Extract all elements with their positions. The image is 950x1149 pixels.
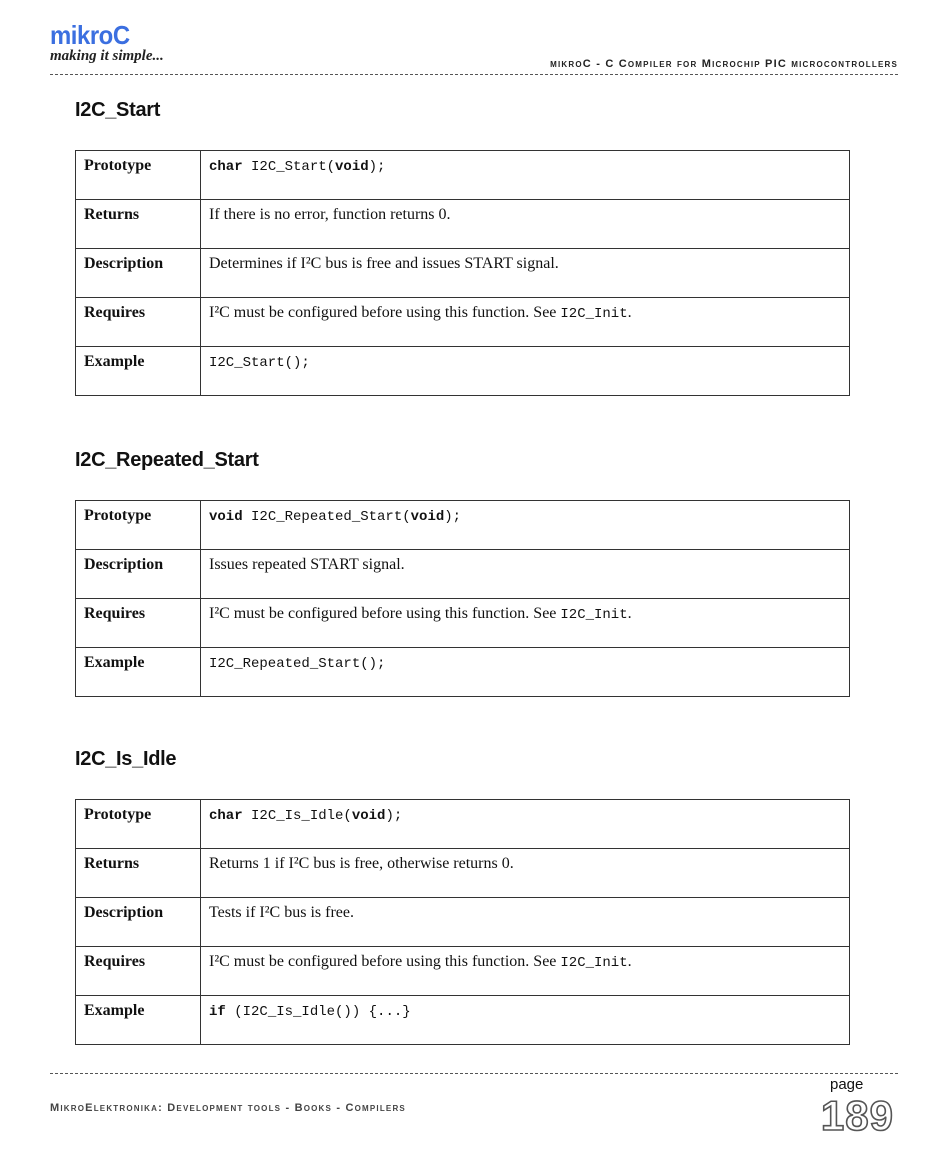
row-label: Requires — [76, 947, 201, 996]
table-row — [76, 996, 850, 1045]
table-row — [76, 599, 850, 648]
page-label: page — [830, 1076, 864, 1093]
row-label: Description — [76, 898, 201, 947]
requires-value: I²C must be configured before using this function. See I2C_Init. — [201, 298, 850, 347]
table-row — [76, 347, 850, 396]
row-label: Example — [76, 648, 201, 697]
page-number: 189 — [820, 1092, 894, 1139]
table-row — [76, 849, 850, 898]
row-label: Requires — [76, 599, 201, 648]
header-title-rest: - C Compiler for Microchip PIC microcontrollers — [591, 58, 898, 70]
description-value: Tests if I²C bus is free. — [201, 898, 850, 947]
header-divider — [50, 74, 898, 75]
header-title — [550, 58, 898, 70]
section-title-i2c-is-idle: I2C_Is_Idle — [75, 748, 177, 770]
row-label: Prototype — [76, 151, 201, 200]
row-label: Description — [76, 550, 201, 599]
footer-text: MikroElektronika: Development tools - Books - Compilers — [50, 1102, 406, 1114]
example-value: if (I2C_Is_Idle()) {...} — [201, 996, 850, 1045]
row-label: Example — [76, 996, 201, 1045]
header-brand: mikroC — [550, 58, 592, 70]
function-reference: I2C_Init — [560, 306, 628, 322]
requires-value: I²C must be configured before using this function. See I2C_Init. — [201, 947, 850, 996]
table-row — [76, 151, 850, 200]
row-label: Returns — [76, 849, 201, 898]
api-table-i2c-start — [75, 150, 850, 396]
row-label: Description — [76, 249, 201, 298]
section-title-i2c-start: I2C_Start — [75, 99, 161, 121]
requires-value: I²C must be configured before using this function. See I2C_Init. — [201, 599, 850, 648]
table-row — [76, 501, 850, 550]
description-value: Issues repeated START signal. — [201, 550, 850, 599]
table-row — [76, 200, 850, 249]
function-reference: I2C_Init — [560, 607, 628, 623]
example-value: I2C_Repeated_Start(); — [201, 648, 850, 697]
prototype-value: char I2C_Is_Idle(void); — [201, 800, 850, 849]
returns-value: Returns 1 if I²C bus is free, otherwise returns 0. — [201, 849, 850, 898]
table-row — [76, 947, 850, 996]
section-title-i2c-repeated-start: I2C_Repeated_Start — [75, 449, 259, 471]
api-table-i2c-repeated-start — [75, 500, 850, 697]
function-reference: I2C_Init — [560, 955, 628, 971]
table-row — [76, 298, 850, 347]
example-value: I2C_Start(); — [201, 347, 850, 396]
prototype-value: void I2C_Repeated_Start(void); — [201, 501, 850, 550]
table-row — [76, 249, 850, 298]
logo — [50, 20, 164, 64]
table-row — [76, 550, 850, 599]
table-row — [76, 648, 850, 697]
row-label: Prototype — [76, 501, 201, 550]
api-table-i2c-is-idle — [75, 799, 850, 1045]
row-label: Prototype — [76, 800, 201, 849]
footer-divider — [50, 1073, 898, 1074]
prototype-value: char I2C_Start(void); — [201, 151, 850, 200]
returns-value: If there is no error, function returns 0. — [201, 200, 850, 249]
row-label: Example — [76, 347, 201, 396]
table-row — [76, 898, 850, 947]
table-row — [76, 800, 850, 849]
logo-tagline: making it simple... — [50, 48, 164, 64]
row-label: Requires — [76, 298, 201, 347]
description-value: Determines if I²C bus is free and issues START signal. — [201, 249, 850, 298]
row-label: Returns — [76, 200, 201, 249]
logo-name: mikroC — [50, 20, 130, 50]
